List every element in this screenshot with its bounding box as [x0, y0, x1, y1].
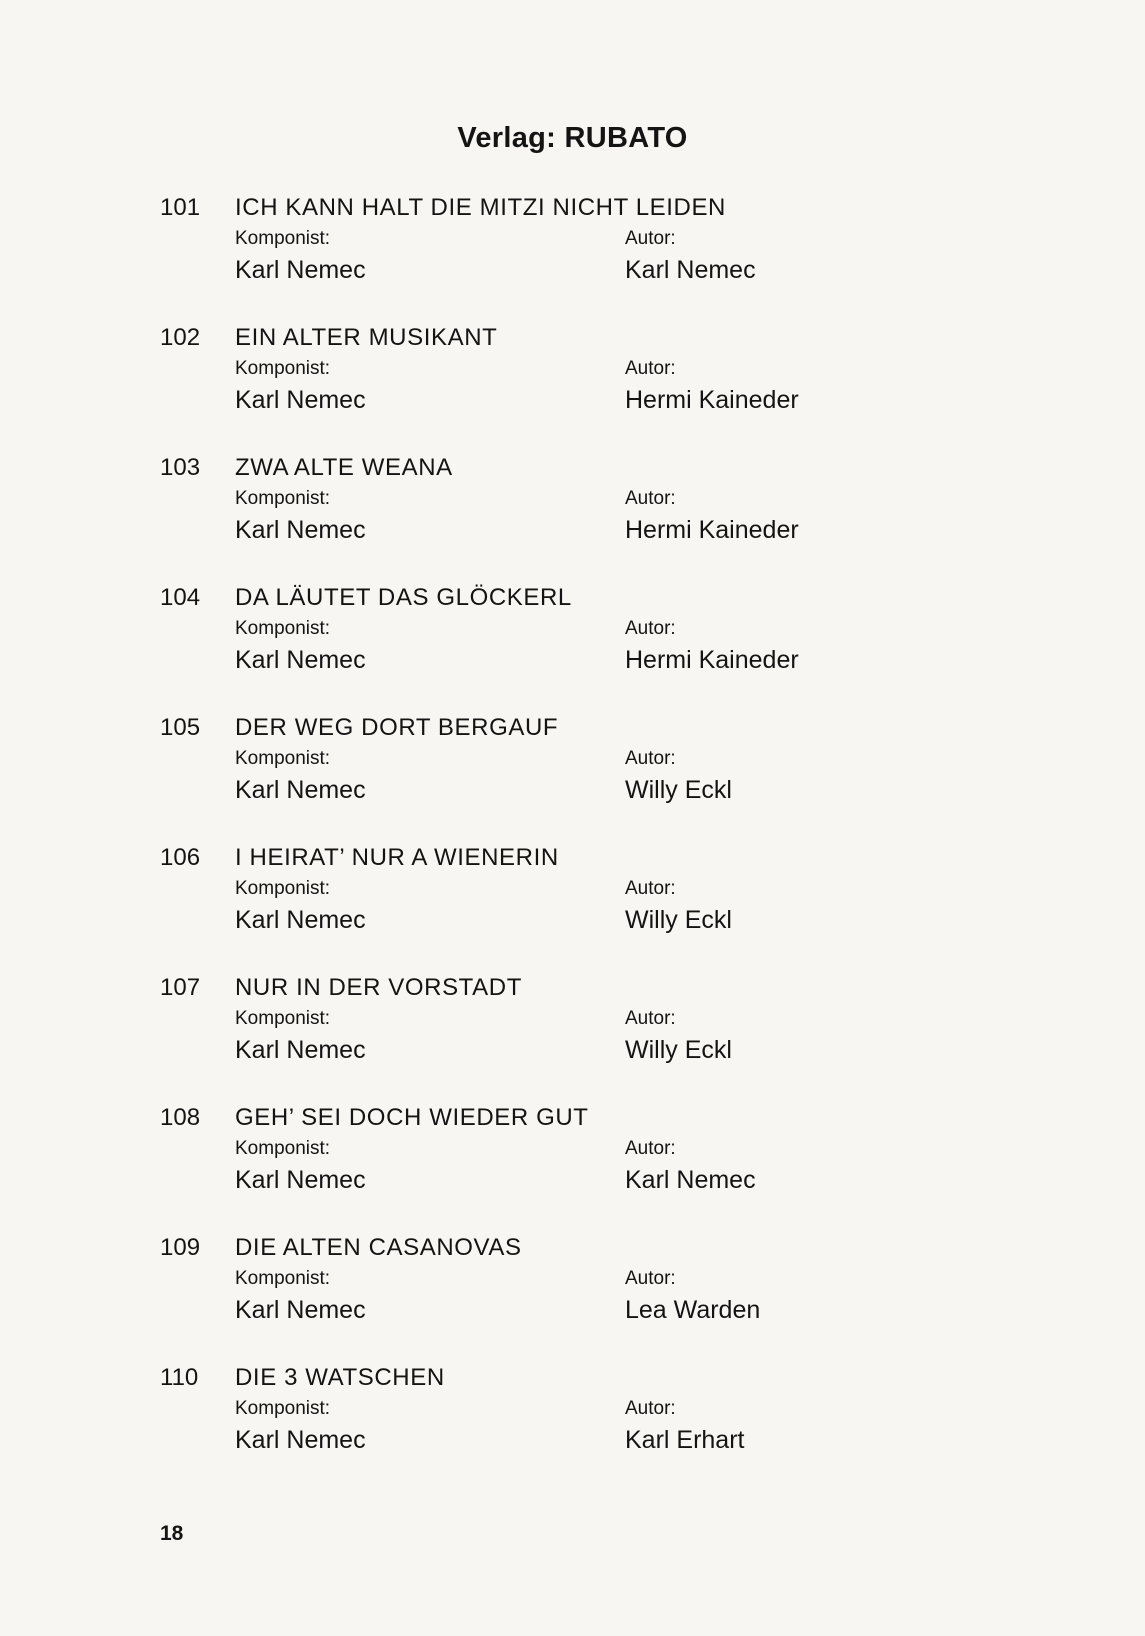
author-label: Autor: — [625, 748, 676, 769]
author-name: Willy Eckl — [625, 776, 732, 804]
composer-name: Karl Nemec — [235, 516, 366, 544]
author-name: Lea Warden — [625, 1296, 761, 1324]
song-entry — [160, 842, 1060, 972]
author-name: Karl Nemec — [625, 1166, 756, 1194]
song-title: DA LÄUTET DAS GLÖCKERL — [235, 584, 572, 611]
author-name: Hermi Kaineder — [625, 646, 799, 674]
composer-label: Komponist: — [235, 228, 331, 249]
composer-label: Komponist: — [235, 1138, 331, 1159]
publisher-heading: Verlag: RUBATO — [457, 122, 688, 154]
author-label: Autor: — [625, 1138, 676, 1159]
author-label: Autor: — [625, 358, 676, 379]
composer-label: Komponist: — [235, 618, 331, 639]
song-entry — [160, 972, 1060, 1102]
composer-name: Karl Nemec — [235, 1296, 366, 1324]
author-label: Autor: — [625, 488, 676, 509]
author-label: Autor: — [625, 1398, 676, 1419]
entry-number: 107 — [160, 974, 201, 1001]
entry-number: 104 — [160, 584, 201, 611]
author-name: Willy Eckl — [625, 906, 732, 934]
song-entry — [160, 452, 1060, 582]
author-name: Hermi Kaineder — [625, 386, 799, 414]
entry-number: 110 — [160, 1364, 199, 1391]
composer-label: Komponist: — [235, 488, 331, 509]
song-title: EIN ALTER MUSIKANT — [235, 324, 498, 351]
song-entry — [160, 582, 1060, 712]
composer-label: Komponist: — [235, 1398, 331, 1419]
entry-number: 103 — [160, 454, 201, 481]
composer-label: Komponist: — [235, 748, 331, 769]
entry-number: 106 — [160, 844, 201, 871]
song-entry — [160, 1102, 1060, 1232]
song-title: ICH KANN HALT DIE MITZI NICHT LEIDEN — [235, 194, 726, 221]
song-entry — [160, 192, 1060, 322]
song-list — [160, 192, 1060, 1492]
composer-name: Karl Nemec — [235, 386, 366, 414]
author-label: Autor: — [625, 878, 676, 899]
author-label: Autor: — [625, 1008, 676, 1029]
page-number: 18 — [160, 1522, 184, 1545]
author-name: Karl Nemec — [625, 256, 756, 284]
author-name: Willy Eckl — [625, 1036, 732, 1064]
song-entry — [160, 1232, 1060, 1362]
song-title: ZWA ALTE WEANA — [235, 454, 453, 481]
composer-name: Karl Nemec — [235, 1036, 366, 1064]
song-title: GEH’ SEI DOCH WIEDER GUT — [235, 1104, 589, 1131]
entry-number: 101 — [160, 194, 201, 221]
entry-number: 102 — [160, 324, 201, 351]
song-entry — [160, 322, 1060, 452]
composer-name: Karl Nemec — [235, 1166, 366, 1194]
entry-number: 108 — [160, 1104, 201, 1131]
composer-label: Komponist: — [235, 878, 331, 899]
entry-number: 105 — [160, 714, 201, 741]
author-label: Autor: — [625, 618, 676, 639]
composer-label: Komponist: — [235, 1268, 331, 1289]
composer-name: Karl Nemec — [235, 256, 366, 284]
song-title: NUR IN DER VORSTADT — [235, 974, 522, 1001]
song-title: DIE 3 WATSCHEN — [235, 1364, 445, 1391]
author-label: Autor: — [625, 1268, 676, 1289]
song-entry — [160, 1362, 1060, 1492]
composer-name: Karl Nemec — [235, 1426, 366, 1454]
author-name: Hermi Kaineder — [625, 516, 799, 544]
composer-name: Karl Nemec — [235, 776, 366, 804]
composer-name: Karl Nemec — [235, 646, 366, 674]
author-name: Karl Erhart — [625, 1426, 745, 1454]
song-title: DER WEG DORT BERGAUF — [235, 714, 559, 741]
entry-number: 109 — [160, 1234, 201, 1261]
song-title: I HEIRAT’ NUR A WIENERIN — [235, 844, 559, 871]
composer-label: Komponist: — [235, 1008, 331, 1029]
song-entry — [160, 712, 1060, 842]
composer-label: Komponist: — [235, 358, 331, 379]
composer-name: Karl Nemec — [235, 906, 366, 934]
author-label: Autor: — [625, 228, 676, 249]
song-title: DIE ALTEN CASANOVAS — [235, 1234, 522, 1261]
